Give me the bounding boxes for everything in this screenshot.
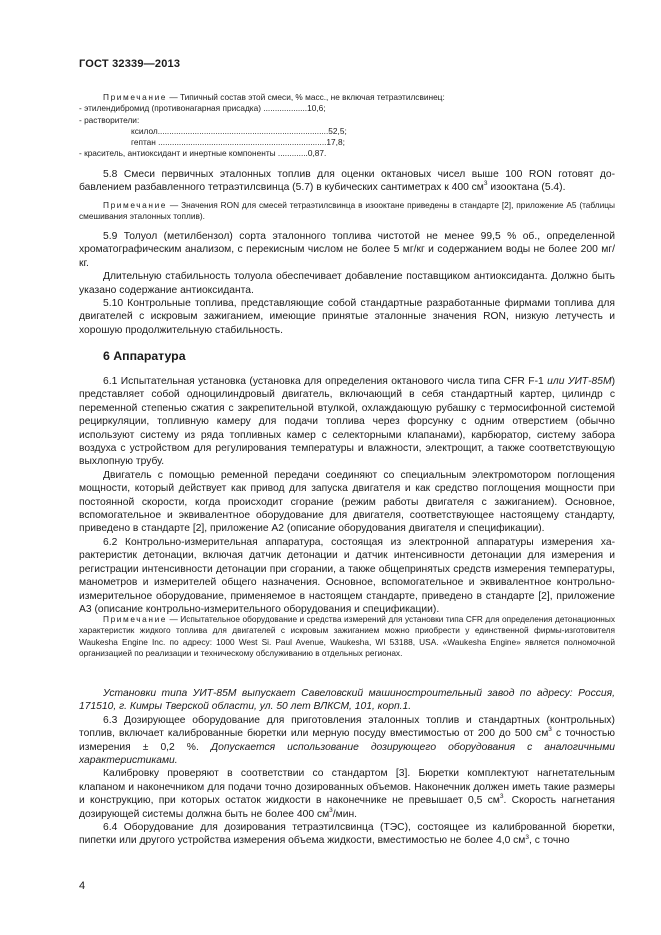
note-label: Примечание (103, 614, 168, 624)
note-line: гептан .........................................................................17,8; (131, 137, 345, 148)
section-6-heading: 6 Аппаратура (103, 349, 186, 363)
note-label: Примечание (103, 92, 168, 102)
note-line: - этилендибромид (противонагарная присадка) ...................10,6; (79, 103, 326, 114)
note-label: Примечание (103, 200, 168, 210)
page-number: 4 (79, 880, 86, 892)
clause-5-8: 5.8 Смеси первичных эталонных топлив для оценки октановых чисел выше 100 RON готовят добавлением разбавленного тетраэтилсвинца (5.7) в кубических сантиметрах к 400 $см^3$ изооктана (5.4). (79, 169, 615, 194)
clause-5-9-stability: Длительную стабильность толуола обеспечивает добавление поставщиком антиоксиданта. Должно быть указано содержание антиоксиданта. (79, 271, 615, 296)
clause-6-3-calibration: Калибровку проверяют в соответствии со стандартом [3]. Бюретки комплектуют нагнетательным клапаном и наконечником для подачи точно дозированных объемов. Наконечник должен иметь такие размеры и конструкцию, при которых остаток жидкости в наконечнике не превышает 0,5 $см^3$. Скорость нагнетания дозирующей системы должна быть не более 400 $см^3$/мин. (79, 768, 615, 820)
clause-6-2: 6.2 Контрольно-измерительная аппаратура, состоящая из электронной аппаратуры измерения характеристик детонации, включая датчик детонации и датчик интенсивности детонации для измерения и регистрации интенсивности детонации при сгорании, а также общепринятых средств измерения температуры, манометров и измерителей общего назначения. Основное, вспомогательное и эквивалентное контрольно-измерительное оборудование, применяемое в настоящем стандарте, приведено в стандарте [2], приложение А3 (описание контрольно-измерительного оборудования и спецификации). (79, 536, 615, 615)
clause-6-1-drive: Двигатель с помощью ременной передачи соединяют со специальным электромотором поглощения мощности, который действует как привод для запуска двигателя и как средство поглощения мощности при постоянной скорости, когда происходит сгорание (режим работы двигателя с зажиганием). Основное, вспомогательное и эквивалентное оборудование для двигателя, соответствующее настоящему стандарту, приведено в стандарте [2], приложение А2 (описание оборудования двигателя и спецификации). (79, 469, 615, 535)
note-line: ксилол..........................................................................52,5; (131, 125, 347, 136)
clause-5-9: 5.9 Толуол (метилбензол) сорта эталонного топлива чистотой не менее 99,5 % об., определенной хроматографическим анализом, с перекисным числом не более 5 мг/кг и содержанием воды не более 200 мг/кг. Длительную стабильность толуола обеспечивает добавление поставщиком антиоксиданта. Должно быть указано содержание антиоксиданта. 5.10 Контрольные топлива, представляющие собой стандартные разработанные фирмами топлива для двигателей с искровым зажиганием, имеющие принятые эталонные значения RON, низкую летучесть и хорошую продолжительную стабильность. (79, 231, 615, 336)
standard-header: ГОСТ 32339—2013 (79, 58, 181, 70)
note-line: - растворители: (79, 114, 140, 125)
note-ron-values: Примечание — Значения RON для смесей тетраэтилсвинца в изооктане приведены в стандарте [2], приложение А5 (таблицы смешивания эталонных топлив). (79, 200, 615, 222)
clause-6-1: 6.1 Испытательная установка (установка для определения октанового числа типа CFR F-1 или УИТ-85М) представляет собой одноцилиндровый двигатель, включающий в себя стандартный картер, цилиндр с переменной степенью сжатия с закрепительной втулкой, охлаждающую рубашку с термосифонной системой рециркуляции, топливную камеру для подачи топлива через форсунку с одним отверстием (обычно используют систему из ряда топливных камер с селекторными клапанами), карбюратор, систему забора воздуха с устройством для регулирования температуры и влажности, электрощит, а также соответствующую выхлопную трубу. Двигатель с помощью ременной передачи соединяют со специальным электромотором поглощения мощности, который действует как привод для запуска двигателя и как средство поглощения мощности при постоянной скорости, когда происходит сгорание (режим работы двигателя с зажиганием). Основное, вспомогательное и эквивалентное оборудование для двигателя, соответствующее настоящему стандарту, приведено в стандарте [2], приложение А2 (описание оборудования двигателя и спецификации). 6.2 Контрольно-измерительная аппаратура, состоящая из электронной аппаратуры измерения характеристик детонации, включая датчик детонации и датчик интенсивности детонации для измерения и регистрации интенсивности детонации при сгорании, а также общепринятых средств измерения температуры, манометров и измерителей общего назначения. Основное, вспомогательное и эквивалентное контрольно-измерительное оборудование, применяемое в настоящем стандарте, приведено в стандарте [2], приложение А3 (описание контрольно-измерительного оборудования и спецификации). (79, 376, 615, 615)
note-intro: Примечание — Типичный состав этой смеси, % масс., не включая тетраэтилсвинец: (103, 92, 445, 102)
note-line: - краситель, антиоксидант и инертные компоненты .............0,87. (79, 148, 327, 159)
clause-6-4: 6.4 Оборудование для дозирования тетраэтилсвинца (ТЭС), состоящее из калиброванной бюретки, пипетки или другого устройства измерения объема жидкости, вместимостью не более 4,0 $см^3$, с точно (79, 822, 615, 847)
note-composition (79, 92, 615, 160)
clause-uit-85m: Установки типа УИТ-85М выпускает Савеловский машиностроительный завод по адресу: Россия, 171510, г. Кимры Тверской области, ул. 50 лет ВЛКСМ, 101, корп.1. 6.3 Дозирующее оборудование для приготовления эталонных топлив и стандартных (контрольных) топлив, включает калиброванные бюретки или мерную посуду вместимостью от 200 до 500 $см^3$ с точностью измерения ± 0,2 %. Допускается использование дозирующего оборудования с аналогичными характеристиками. Калибровку проверяют в соответствии со стандартом [3]. Бюретки комплектуют нагнетательным клапаном и наконечником для подачи точно дозированных объемов. Наконечник должен иметь такие размеры и конструкцию, при которых остаток жидкости в наконечнике не превышает 0,5 $см^3$. Скорость нагнетания дозирующей системы должна быть не более 400 $см^3$/мин. 6.4 Оборудование для дозирования тетраэтилсвинца (ТЭС), состоящее из калиброванной бюретки, пипетки или другого устройства измерения объема жидкости, вместимостью не более 4,0 $см^3$, с точно (79, 688, 616, 847)
note-cfr-equipment: Примечание — Испытательное оборудование и средства измерений для установки типа CFR для определения детонационных характеристик жидкого топлива для двигателей с искровым зажиганием можно приобрести у единственной фирмы-изготовителя Waukesha Engine Inc. по адресу: 1000 West Si. Paul Avenue, Waukesha, WI 53188, USA. «Waukesha Engine» является полномочной организацией по реализации и техническому обслуживанию в отдельных регионах. (79, 614, 615, 658)
clause-6-3: 6.3 Дозирующее оборудование для приготовления эталонных топлив и стандартных (контрольных) топлив, включает калиброванные бюретки или мерную посуду вместимостью от 200 до 500 $см^3$ с точностью измерения ± 0,2 %. Допускается использование дозирующего оборудования с аналогичными характеристиками. (79, 714, 616, 767)
clause-5-10: 5.10 Контрольные топлива, представляющие собой стандартные разработанные фирмами топлива для двигателей с искровым зажиганием, имеющие принятые эталонные значения RON, низкую летучесть и хорошую продолжительную стабильность. (79, 298, 615, 336)
